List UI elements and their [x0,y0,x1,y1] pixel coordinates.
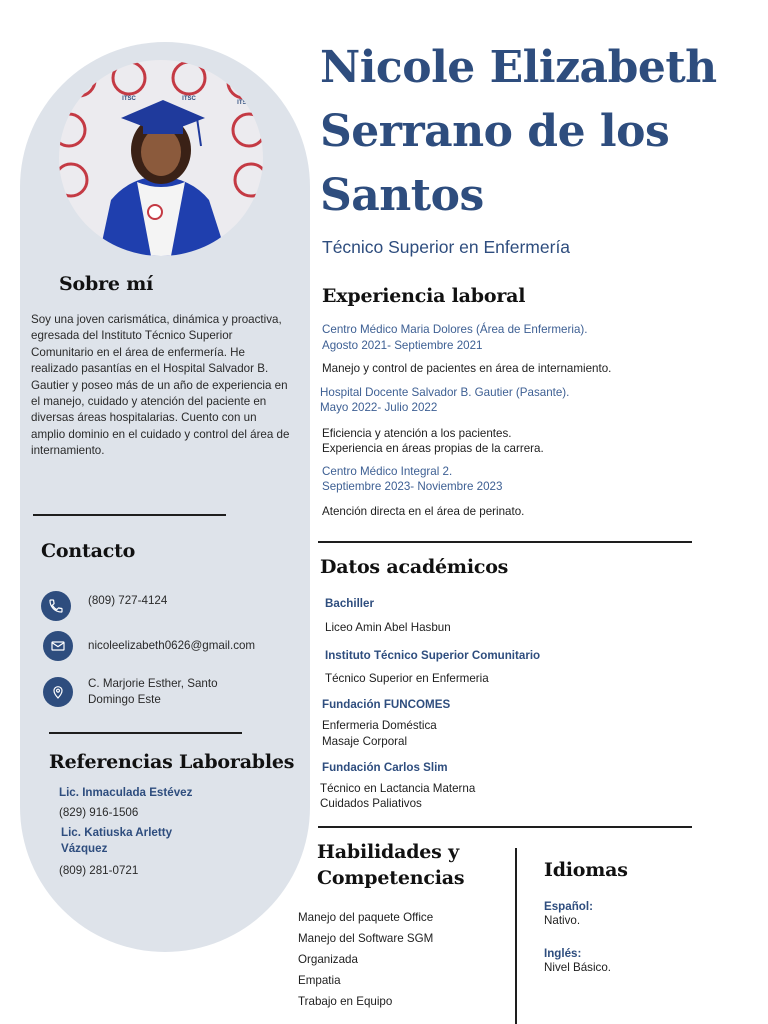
job-description: Eficiencia y atención a los pacientes. [322,427,512,440]
experience-heading: Experiencia laboral [322,285,526,307]
language-name: Español: [544,900,593,913]
reference-name-line-2: Vázquez [61,842,108,855]
divider [33,514,226,516]
contact-address-line-1: C. Marjorie Esther, Santo [88,677,218,690]
profile-photo [59,60,263,256]
about-text: Soy una joven carismática, dinámica y proactiva, egresada del Instituto Técnico Superior Comunitario en el área de enfermería. He realizado pasantías en el Hospital Salvador B. Gautier y poseo más de un año de experiencia en el manejo, cuidado y atención del paciente en diversas áreas hospitalarias. Cuento con un amplio dominio en el cuidado y control del área de internamiento. [31,313,290,458]
skill-item: Manejo del Software SGM [298,932,434,945]
job-description: Atención directa en el área de perinato. [322,505,525,518]
education-degree: Técnico en Lactancia Materna [320,782,476,795]
job-place: Centro Médico Integral 2. [322,465,453,478]
education-degree: Cuidados Paliativos [320,797,422,810]
full-name-line: Santos [320,170,484,221]
job-description: Experiencia en áreas propias de la carrera. [322,442,544,455]
mail-icon [43,631,73,661]
education-institution: Fundación Carlos Slim [322,761,448,774]
language-level: Nativo. [544,914,581,927]
references-heading: Referencias Laborables [49,751,295,773]
education-degree: Liceo Amin Abel Hasbun [325,621,451,634]
reference-phone[interactable]: (829) 916-1506 [59,806,139,819]
job-title: Técnico Superior en Enfermería [322,237,571,257]
skill-item: Empatia [298,974,341,987]
education-degree: Enfermeria Doméstica [322,719,437,732]
job-place: Centro Médico Maria Dolores (Área de Enfermeria). [322,323,588,336]
location-pin-icon [43,677,73,707]
full-name-line: Nicole Elizabeth [320,42,717,93]
skill-item: Manejo del paquete Office [298,911,434,924]
contact-email[interactable]: nicoleelizabeth0626@gmail.com [88,639,256,652]
backdrop-logo-text: ITSC [182,96,196,102]
divider [49,732,242,734]
divider [318,826,692,828]
full-name [320,36,740,228]
skill-item: Organizada [298,953,358,966]
contact-address-line-2: Domingo Este [88,693,161,706]
contact-heading: Contacto [41,540,136,562]
phone-icon [41,591,71,621]
education-degree: Técnico Superior en Enfermeria [325,672,489,685]
column-divider [515,848,517,1024]
about-heading: Sobre mí [59,273,154,295]
reference-phone[interactable]: (809) 281-0721 [59,864,139,877]
skill-item: Trabajo en Equipo [298,995,393,1008]
job-dates: Agosto 2021- Septiembre 2021 [322,339,483,352]
contact-phone[interactable]: (809) 727-4124 [88,594,168,607]
skills-heading-line-2: Competencias [317,867,465,889]
job-dates: Mayo 2022- Julio 2022 [320,401,438,414]
education-heading: Datos académicos [320,556,509,578]
education-institution: Fundación FUNCOMES [322,698,451,711]
language-level: Nivel Básico. [544,961,612,974]
education-institution: Bachiller [325,597,374,610]
backdrop-logo-text: ITSC [237,100,251,106]
language-name: Inglés: [544,947,582,960]
full-name-line: Serrano de los [320,106,670,157]
job-dates: Septiembre 2023- Noviembre 2023 [322,480,503,493]
education-degree: Masaje Corporal [322,735,408,748]
job-description: Manejo y control de pacientes en área de internamiento. [322,362,612,375]
divider [318,541,692,543]
reference-name: Lic. Inmaculada Estévez [59,786,193,799]
job-place: Hospital Docente Salvador B. Gautier (Pasante). [320,386,570,399]
languages-heading: Idiomas [544,859,628,881]
skills-heading: Habilidades y [317,841,459,863]
reference-name: Lic. Katiuska Arletty [61,826,173,839]
education-institution: Instituto Técnico Superior Comunitario [325,649,541,662]
backdrop-logo-text: ITSC [122,96,136,102]
